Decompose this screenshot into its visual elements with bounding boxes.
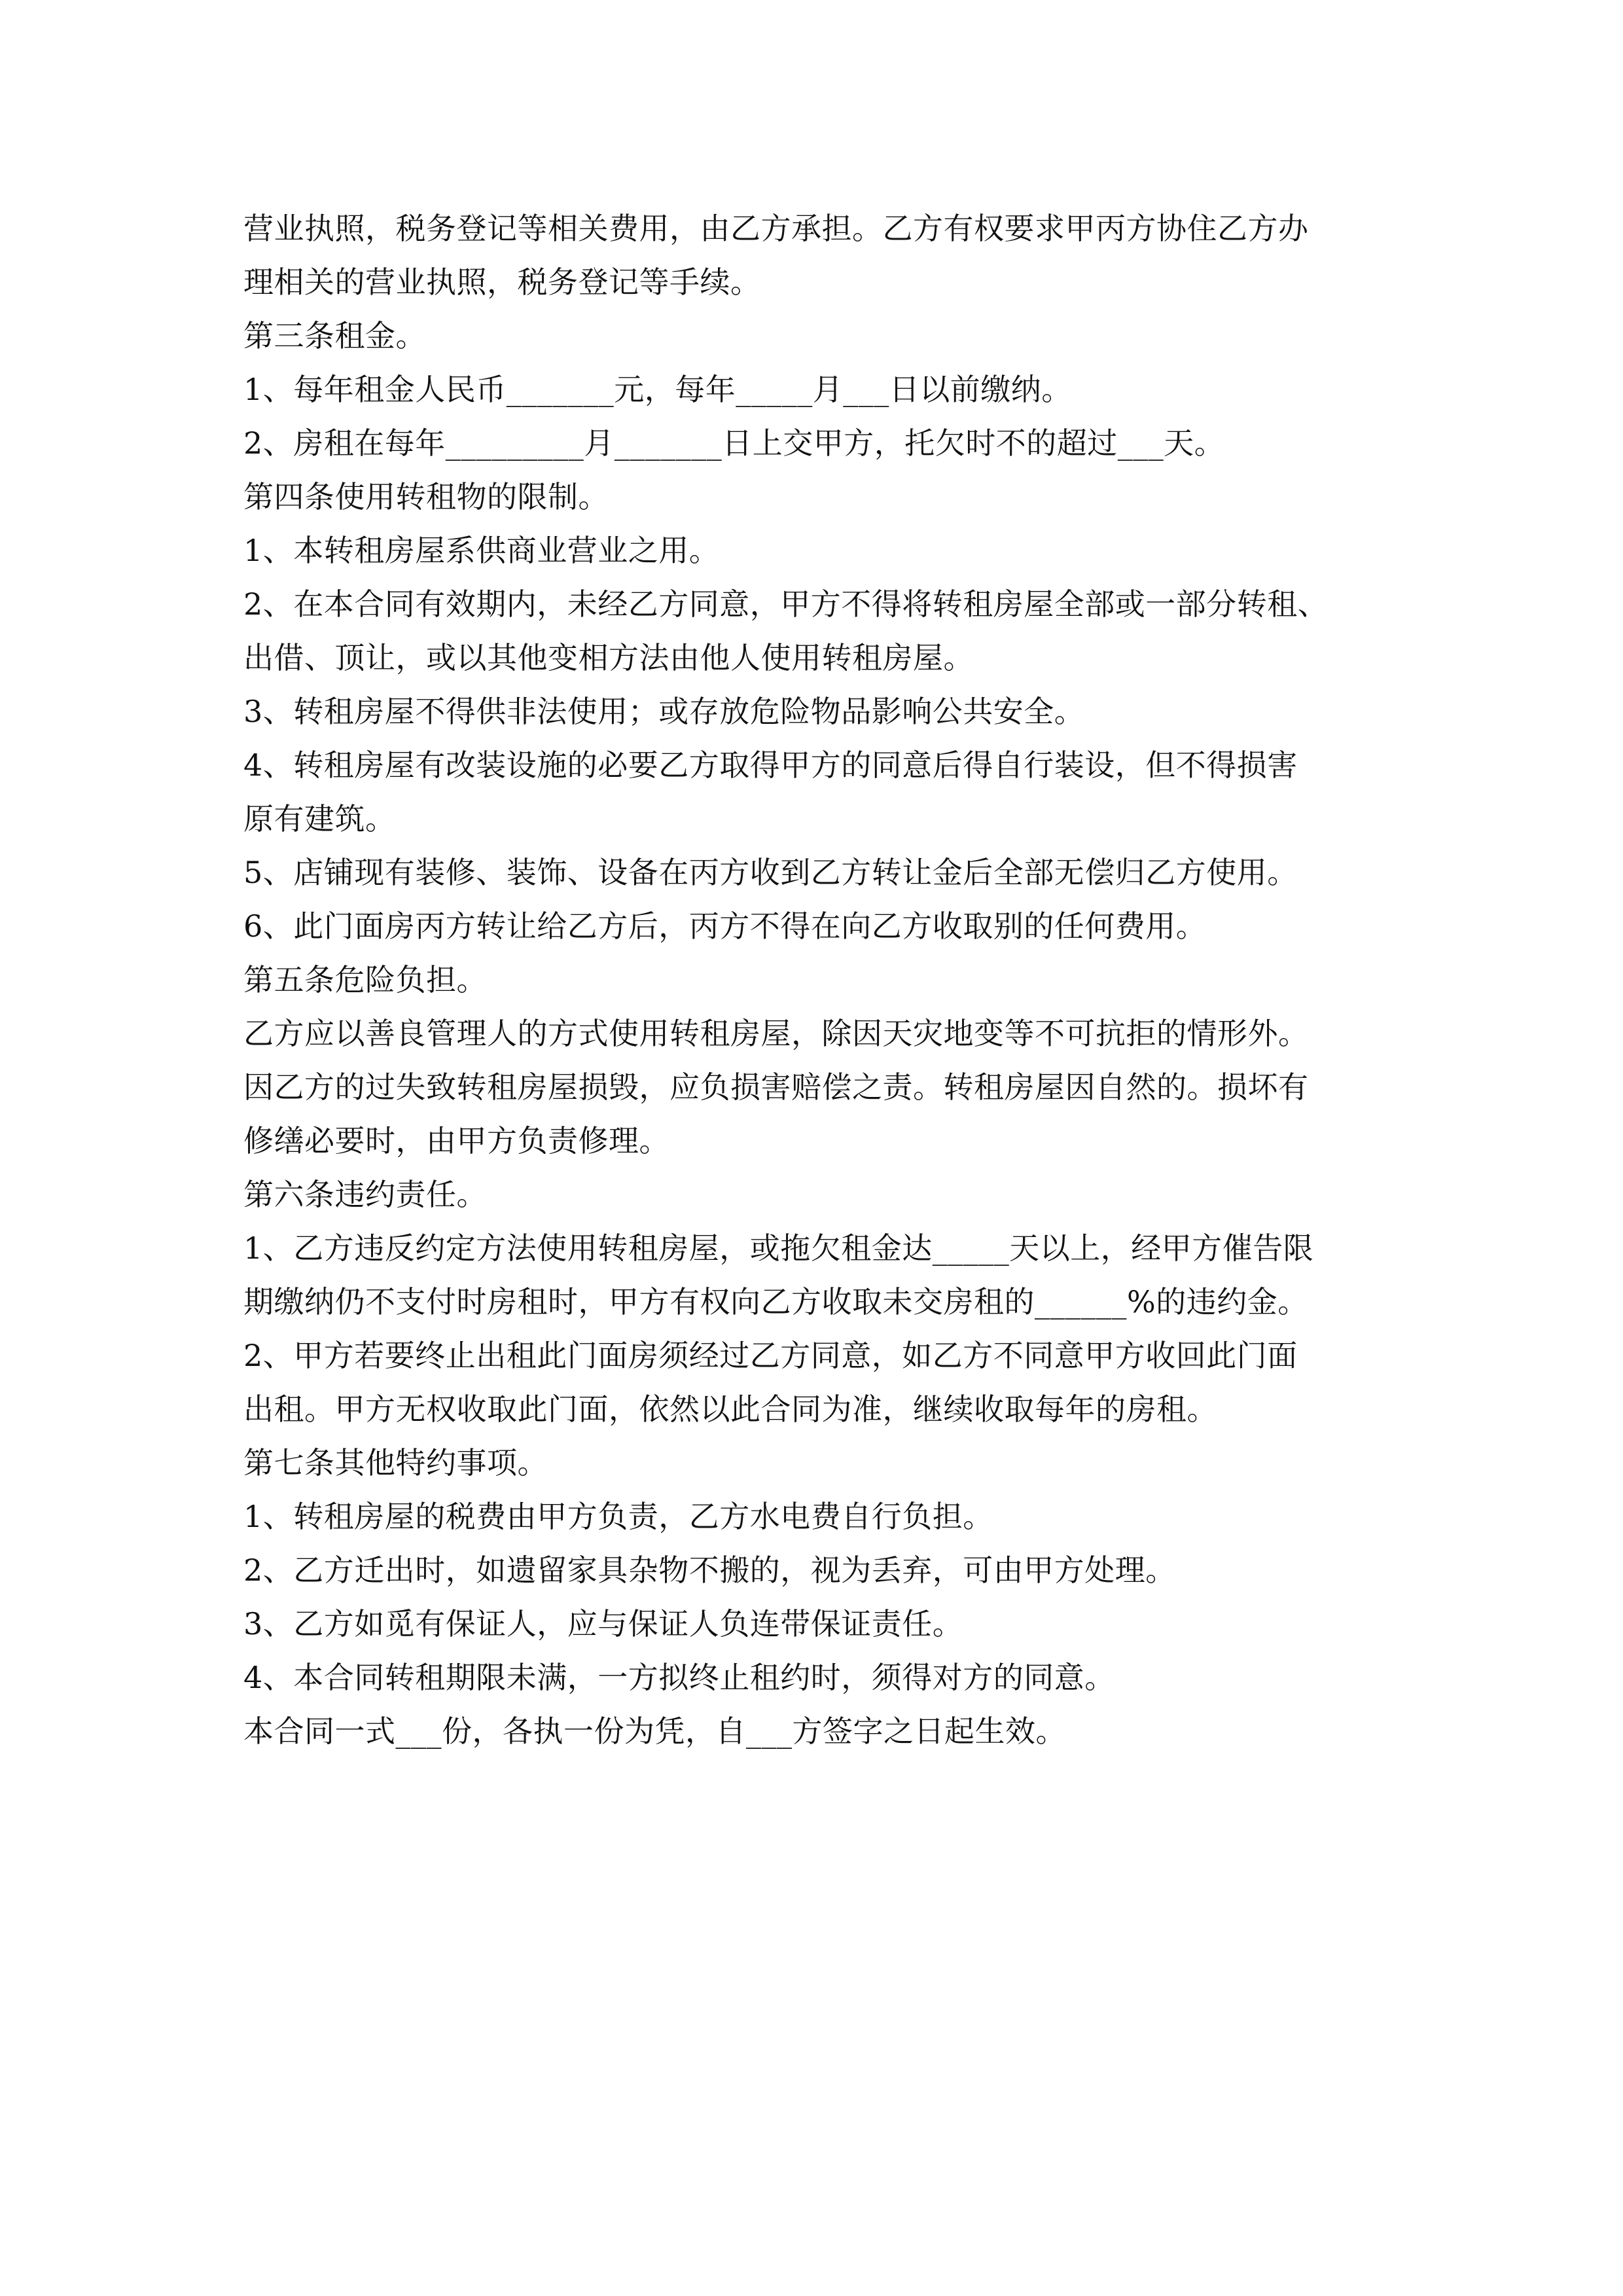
text-line: 理相关的营业执照，税务登记等手续。 xyxy=(243,264,761,300)
text-line: 6、此门面房丙方转让给乙方后，丙方不得在向乙方收取别的任何费用。 xyxy=(243,908,1207,944)
text-line: 2、在本合同有效期内，未经乙方同意，甲方不得将转租房屋全部或一部分转租、 xyxy=(243,586,1329,622)
text-line: 本合同一式___份，各执一份为凭，自___方签字之日起生效。 xyxy=(243,1713,1066,1749)
text-line: 因乙方的过失致转租房屋损毁，应负损害赔偿之责。转租房屋因自然的。损坏有 xyxy=(243,1069,1309,1105)
text-line: 5、店铺现有装修、装饰、设备在丙方收到乙方转让金后全部无偿归乙方使用。 xyxy=(243,855,1298,890)
text-line: 出借、顶让，或以其他变相方法由他人使用转租房屋。 xyxy=(243,640,974,675)
section-heading: 第五条危险负担。 xyxy=(243,962,487,997)
text-line: 4、转租房屋有改装设施的必要乙方取得甲方的同意后得自行装设，但不得损害 xyxy=(243,747,1298,783)
text-line: 修缮必要时，由甲方负责修理。 xyxy=(243,1123,669,1158)
text-line: 3、转租房屋不得供非法使用；或存放危险物品影响公共安全。 xyxy=(243,694,1085,729)
text-line: 4、本合同转租期限未满，一方拟终止租约时，须得对方的同意。 xyxy=(243,1660,1115,1695)
section-heading: 第七条其他特约事项。 xyxy=(243,1445,548,1480)
text-line: 乙方应以善良管理人的方式使用转租房屋，除因天灾地变等不可抗拒的情形外。 xyxy=(243,1016,1309,1051)
text-line: 2、乙方迁出时，如遗留家具杂物不搬的，视为丢弃，可由甲方处理。 xyxy=(243,1552,1176,1588)
text-line: 1、乙方违反约定方法使用转租房屋，或拖欠租金达_____天以上，经甲方催告限 xyxy=(243,1230,1314,1266)
text-line: 2、甲方若要终止出租此门面房须经过乙方同意，如乙方不同意甲方收回此门面 xyxy=(243,1338,1298,1373)
document-body xyxy=(243,202,1408,1758)
text-line: 1、本转租房屋系供商业营业之用。 xyxy=(243,533,720,568)
text-line: 营业执照，税务登记等相关费用，由乙方承担。乙方有权要求甲丙方协住乙方办 xyxy=(243,211,1309,246)
text-line: 期缴纳仍不支付时房租时，甲方有权向乙方收取未交房租的______%的违约金。 xyxy=(243,1284,1308,1319)
text-line: 1、转租房屋的税费由甲方负责，乙方水电费自行负担。 xyxy=(243,1499,993,1534)
section-heading: 第六条违约责任。 xyxy=(243,1177,487,1212)
text-line: 1、每年租金人民币_______元，每年_____月___日以前缴纳。 xyxy=(243,372,1072,407)
text-line: 3、乙方如觅有保证人，应与保证人负连带保证责任。 xyxy=(243,1606,963,1641)
text-line: 出租。甲方无权收取此门面，依然以此合同为准，继续收取每年的房租。 xyxy=(243,1391,1217,1427)
text-line: 原有建筑。 xyxy=(243,801,396,836)
section-heading: 第三条租金。 xyxy=(243,318,426,353)
section-heading: 第四条使用转租物的限制。 xyxy=(243,479,609,514)
text-line: 2、房租在每年_________月_______日上交甲方，托欠时不的超过___天。 xyxy=(243,425,1225,461)
